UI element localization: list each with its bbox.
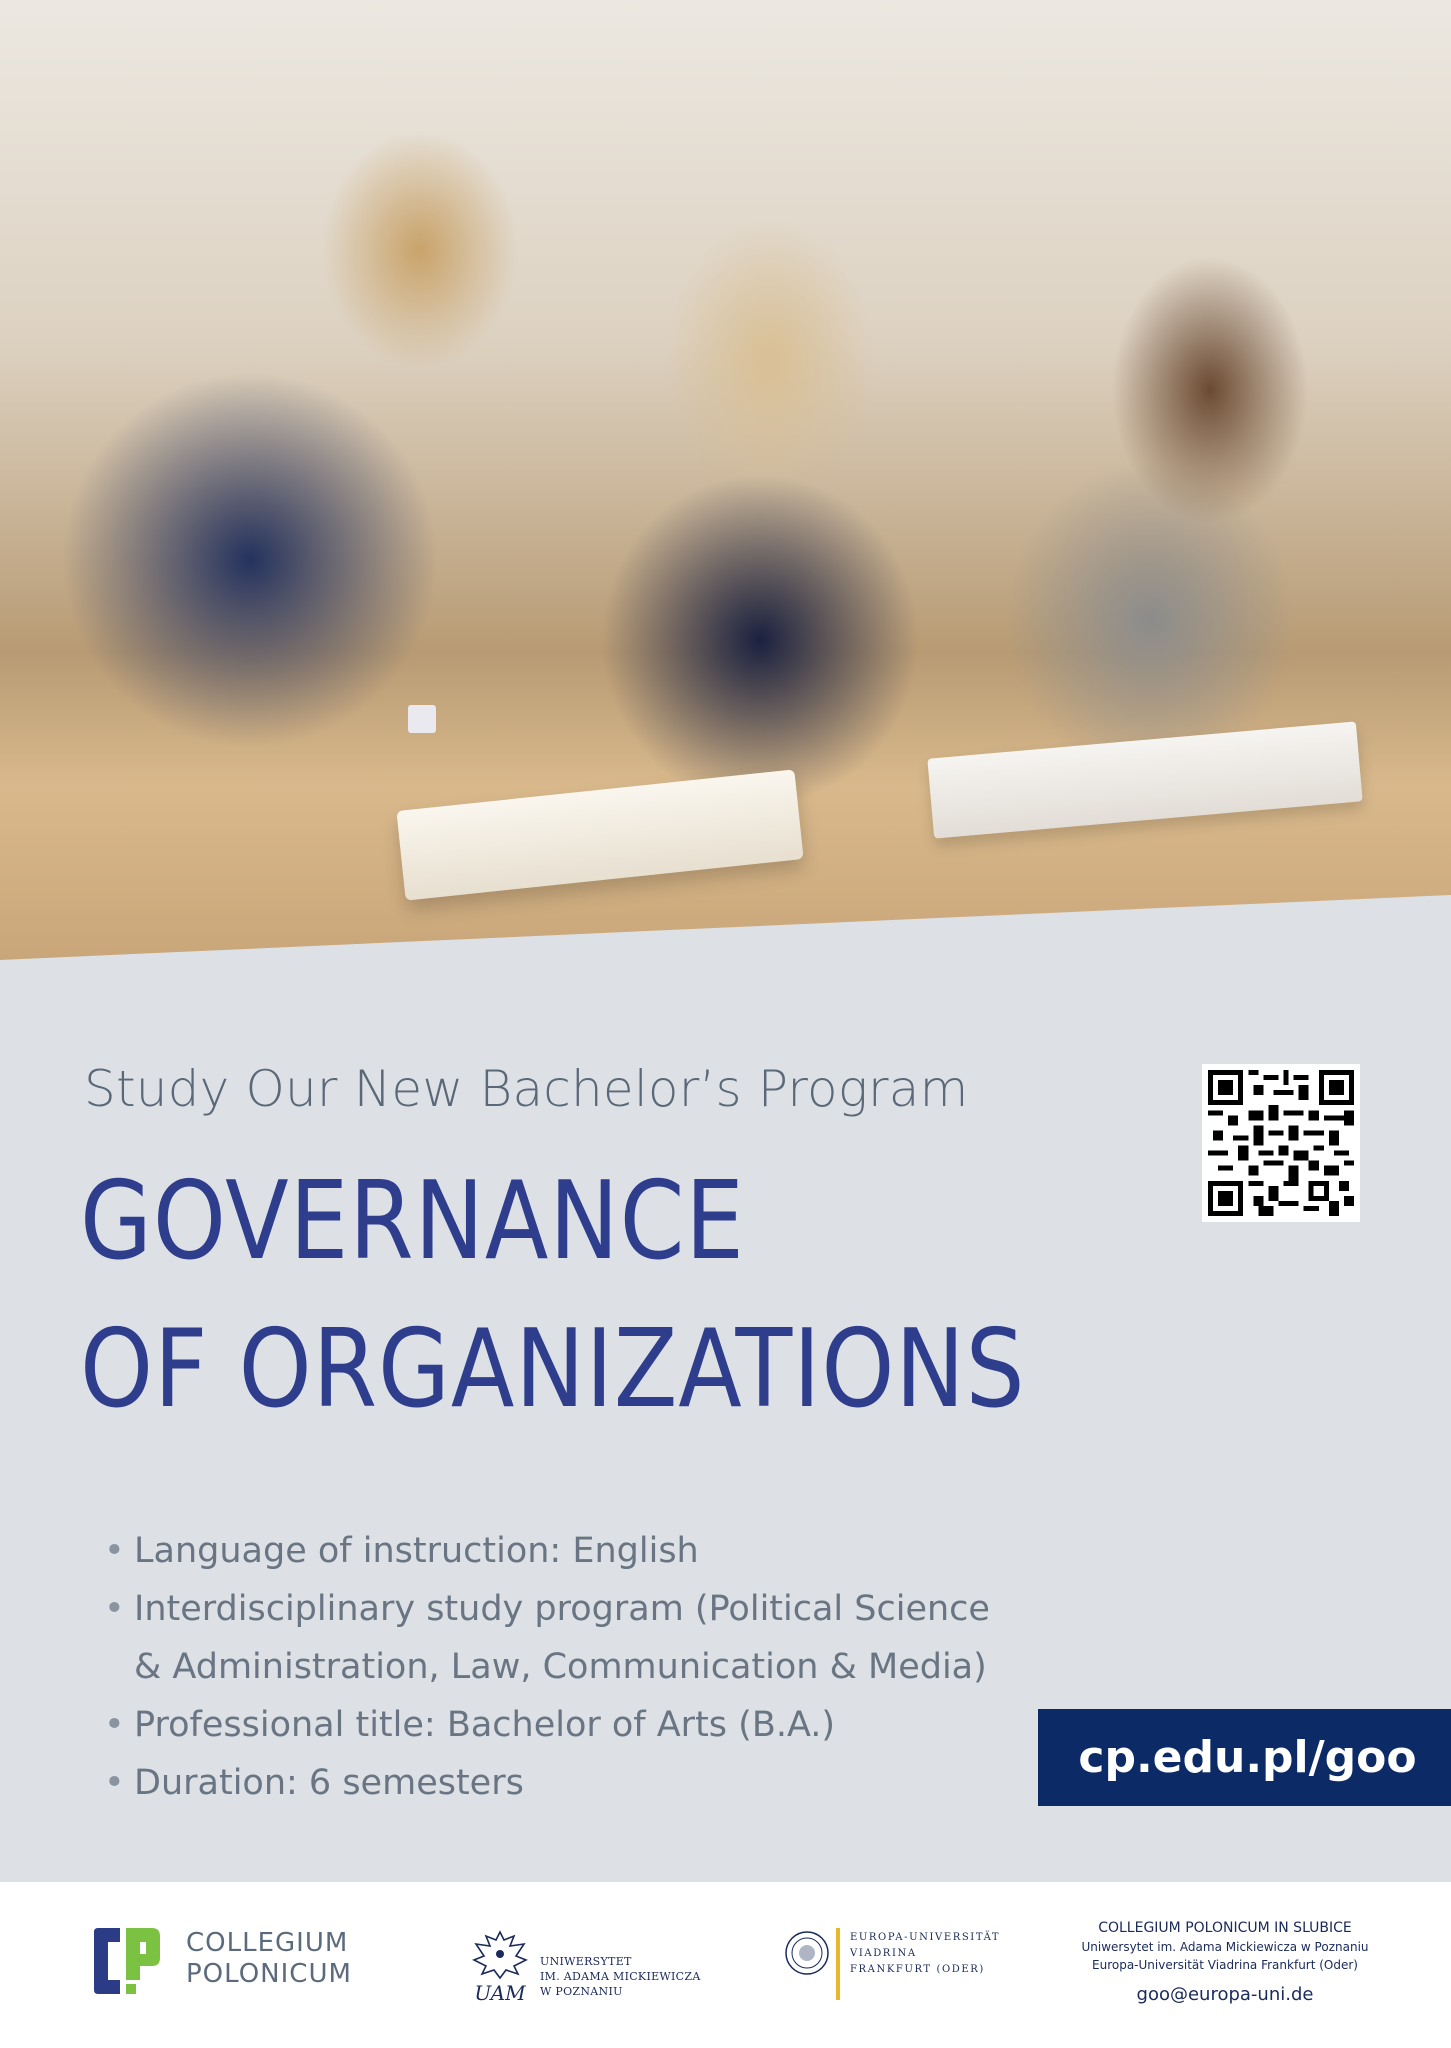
collegium-polonicum-logo-icon	[90, 1924, 164, 1998]
program-title	[80, 1148, 1025, 1444]
cp-wordmark-line-1: COLLEGIUM	[186, 1928, 349, 1958]
open-book-image	[396, 769, 803, 900]
qr-code-graphic	[1208, 1070, 1354, 1216]
program-title-line-2: OF ORGANIZATIONS	[80, 1307, 1026, 1432]
uam-line-1: UNIWERSYTET	[540, 1955, 632, 1968]
jacket-logo-image	[408, 705, 436, 733]
program-facts-list	[104, 1522, 990, 1812]
viadrina-seal-icon	[784, 1930, 830, 1976]
contact-institution: COLLEGIUM POLONICUM IN SLUBICE	[1098, 1920, 1352, 1936]
cp-wordmark-line-2: POLONICUM	[186, 1959, 352, 1989]
footer-logos	[0, 1882, 1451, 2048]
viadrina-line-1: EUROPA-UNIVERSITÄT	[850, 1932, 1001, 1943]
qr-code-icon[interactable]	[1202, 1064, 1360, 1222]
fact-duration: • Duration: 6 semesters	[104, 1754, 990, 1812]
fact-interdisciplinary-continued-text: & Administration, Law, Communication & Media)	[134, 1647, 987, 1687]
fact-title: • Professional title: Bachelor of Arts (B.A.)	[104, 1696, 990, 1754]
viadrina-line-3: FRANKFURT (ODER)	[850, 1964, 985, 1975]
svg-text:UAM: UAM	[474, 1981, 526, 2005]
program-title-line-1: GOVERNANCE	[80, 1159, 745, 1284]
fact-interdisciplinary-continued	[104, 1638, 990, 1696]
uam-wordmark	[540, 1954, 701, 1999]
fact-interdisciplinary: • Interdisciplinary study program (Political Science	[104, 1580, 990, 1638]
uam-line-3: W POZNANIU	[540, 1985, 623, 1998]
uam-eagle-emblem-icon	[470, 1928, 530, 2006]
contact-block	[1040, 1918, 1410, 2010]
viadrina-wordmark	[850, 1930, 1000, 1978]
viadrina-gold-bar	[836, 1928, 840, 2000]
notebook-image	[927, 721, 1362, 838]
program-subtitle: Study Our New Bachelor’s Program	[84, 1060, 969, 1118]
program-url-link[interactable]: cp.edu.pl/goo	[1038, 1709, 1451, 1806]
collegium-polonicum-wordmark	[186, 1928, 352, 1990]
fact-language: • Language of instruction: English	[104, 1522, 990, 1580]
viadrina-line-2: VIADRINA	[850, 1948, 917, 1959]
uam-line-2: IM. ADAMA MICKIEWICZA	[540, 1970, 701, 1983]
contact-university-1: Uniwersytet im. Adama Mickiewicza w Poznaniu	[1081, 1940, 1369, 1954]
contact-email-link[interactable]: goo@europa-uni.de	[1136, 1984, 1314, 2005]
contact-university-2: Europa-Universität Viadrina Frankfurt (Oder)	[1092, 1958, 1358, 1972]
hero-photo-details	[0, 0, 1451, 960]
